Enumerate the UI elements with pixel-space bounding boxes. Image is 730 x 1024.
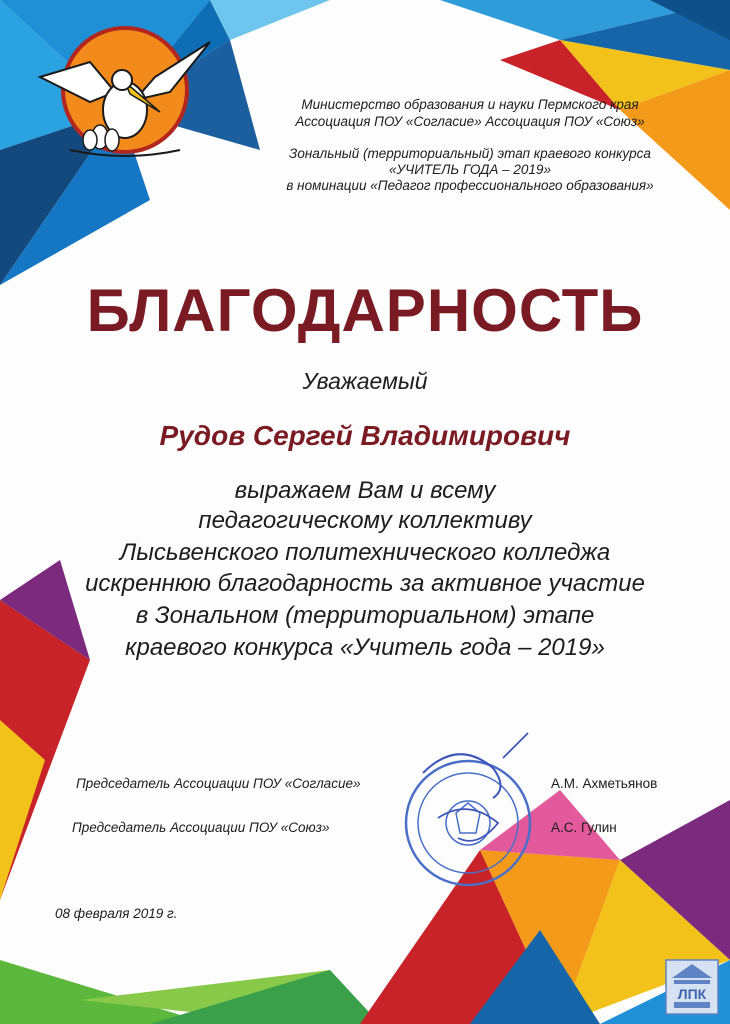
salutation: Уважаемый (302, 368, 428, 394)
document-title: БЛАГОДАРНОСТЬ (86, 277, 644, 344)
signature-name-2: А.С. Гулин (551, 820, 617, 835)
signature-role-1: Председатель Ассоциации ПОУ «Согласие» (76, 776, 361, 791)
body-line: выражаем Вам и всему (234, 477, 496, 504)
corner-logo-text: ЛПК (677, 986, 707, 1002)
signature-role-2: Председатель Ассоциации ПОУ «Союз» (72, 820, 330, 835)
institution-logo-icon (664, 958, 720, 1016)
contest-name-line: «УЧИТЕЛЬ ГОДА – 2019» (389, 162, 551, 177)
nomination-line: в номинации «Педагог профессионального образования» (286, 178, 654, 193)
body-line: педагогическому коллективу (198, 507, 532, 534)
body-line: Лысьвенского политехнического колледжа (119, 539, 611, 566)
ministry-line: Министерство образования и науки Пермского края (301, 97, 639, 112)
associations-line: Ассоциация ПОУ «Согласие» Ассоциация ПОУ «Союз» (295, 114, 645, 129)
contest-stage-line: Зональный (территориальный) этап краевого конкурса (289, 146, 651, 161)
pelican-logo-icon (30, 22, 220, 162)
body-line: в Зональном (территориальном) этапе (135, 602, 595, 629)
body-line: краевого конкурса «Учитель года – 2019» (125, 634, 605, 661)
round-seal-icon (398, 728, 538, 898)
signature-name-1: А.М. Ахметьянов (551, 776, 658, 791)
body-line: искреннюю благодарность за активное участие (85, 570, 645, 597)
issue-date: 08 февраля 2019 г. (55, 906, 178, 921)
recipient-name: Рудов Сергей Владимирович (159, 420, 571, 451)
